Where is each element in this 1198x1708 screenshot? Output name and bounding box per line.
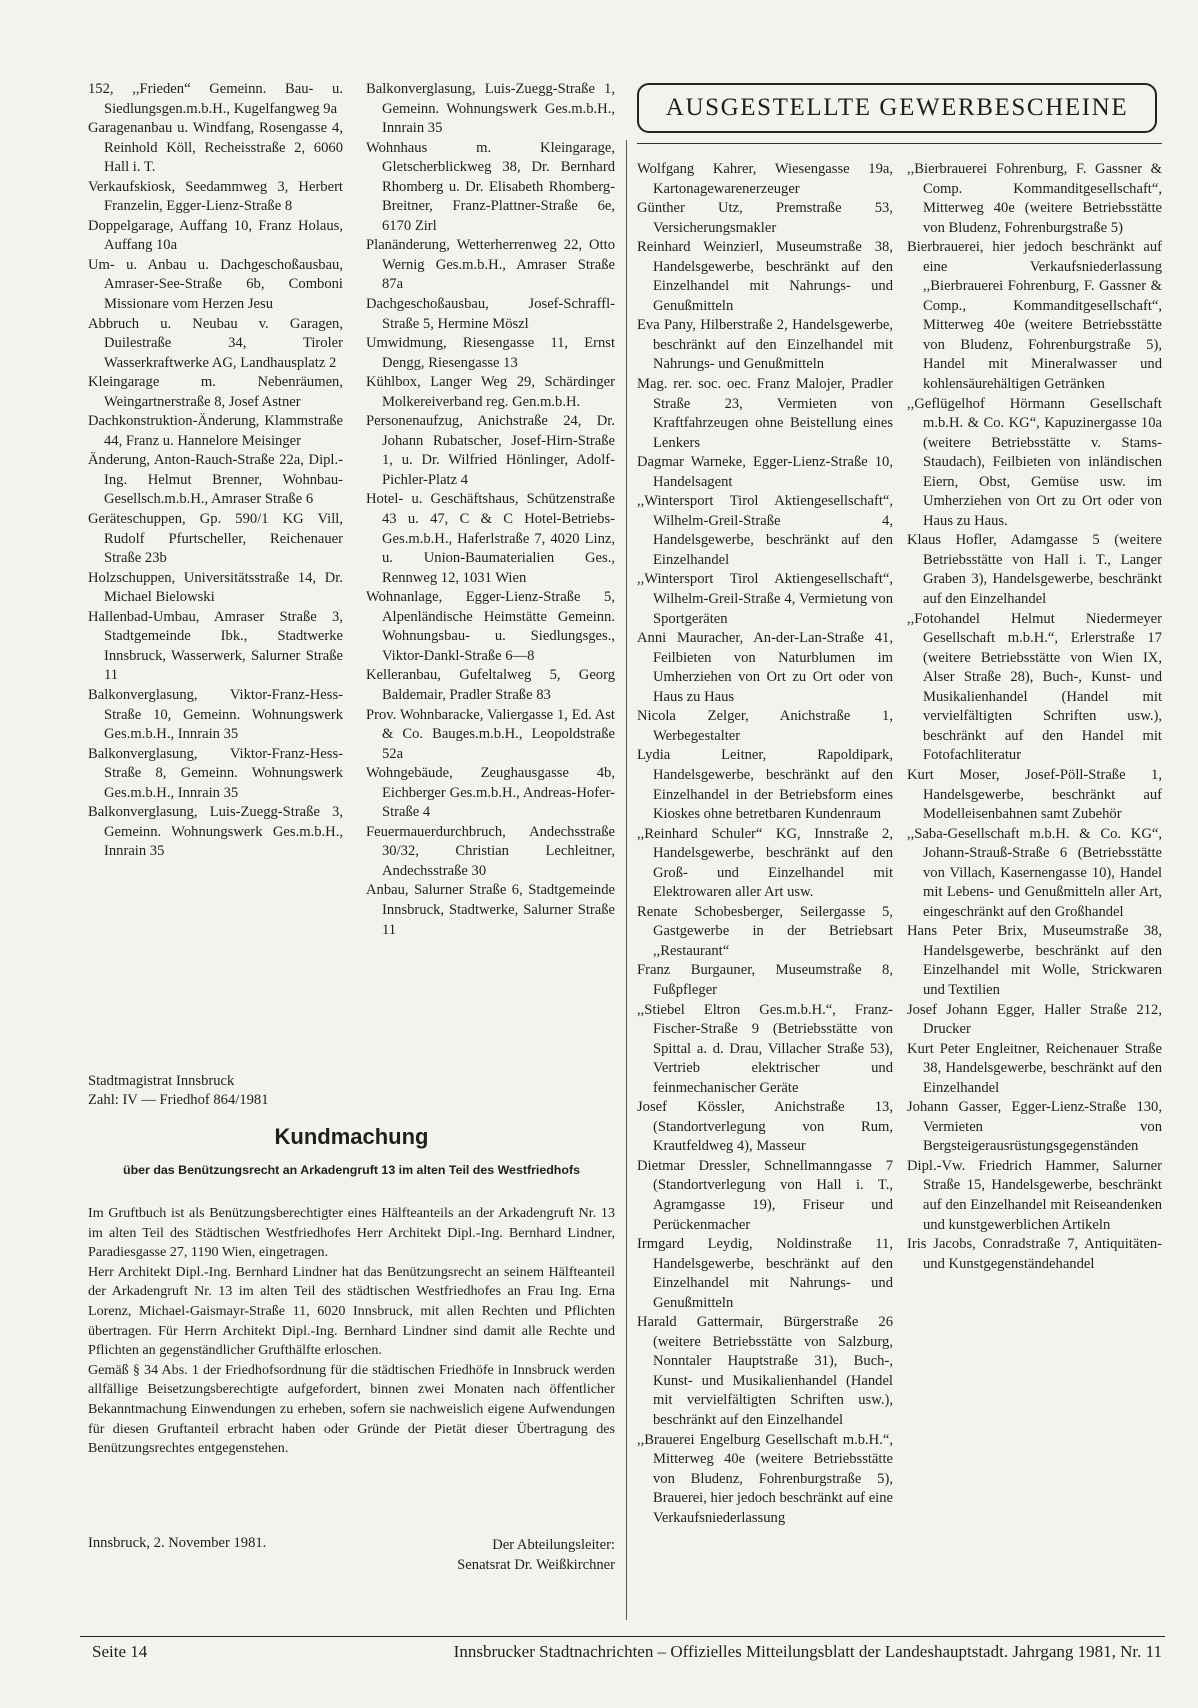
list-item: ,,Fotohandel Helmut Niedermeyer Gesellschaft m.b.H.“, Erlerstraße 17 (weitere Betriebsstätte von Wien IX, Alser Straße 28), Buch-, Kunst- und Musikalienhandel (Handel mit vervielfältigten Schriften usw.), beschränkt auf den Handel mit Fotofachliteratur [907,610,1162,764]
list-item: Eva Pany, Hilberstraße 2, Handelsgewerbe, beschränkt auf den Einzelhandel mit Nahrungs- und Genußmitteln [637,317,893,373]
list-item: Um- u. Anbau u. Dachgeschoßausbau, Amraser-See-Straße 6b, Comboni Missionare vom Herzen Jesu [88,256,343,313]
list-item: Harald Gattermair, Bürgerstraße 26 (weitere Betriebsstätte von Salzburg, Nonntaler Hauptstraße 31), Buch-, Kunst- und Musikalienhandel (Handel mit vervielfältigten Schriften usw.), beschränkt auf den Einzelhandel [637,1314,893,1428]
list-item: Josef Johann Egger, Haller Straße 212, Drucker [907,1001,1162,1038]
list-item: Balkonverglasung, Luis-Zuegg-Straße 1, Gemeinn. Wohnungswerk Ges.m.b.H., Innrain 35 [366,81,615,137]
list-item: Verkaufskiosk, Seedammweg 3, Herbert Franzelin, Egger-Lienz-Straße 8 [88,178,343,215]
list-item: Prov. Wohnbaracke, Valiergasse 1, Ed. Ast & Co. Bauges.m.b.H., Leopoldstraße 52a [366,706,615,762]
list-item: Günther Utz, Premstraße 53, Versicherungsmakler [637,200,893,236]
list-item: Doppelgarage, Auffang 10, Franz Holaus, Auffang 10a [88,217,343,254]
list-item: Lydia Leitner, Rapoldipark, Handelsgewerbe, beschränkt auf den Einzelhandel in der Betriebsform eines Kioskes ohne betretbaren Kundenraum [637,747,893,823]
file-number: Zahl: IV — Friedhof 864/1981 [88,1092,269,1108]
signer-title: Der Abteilungsleiter: [492,1537,615,1553]
list-item: Mag. rer. soc. oec. Franz Malojer, Pradler Straße 23, Vermieten von Kraftfahrzeugen ohne Beistellung eines Lenkers [637,376,893,451]
list-item: ,,Stiebel Eltron Ges.m.b.H.“, Franz-Fischer-Straße 9 (Betriebsstätte von Spittal a. d. Drau, Villacher Straße 53), Vertrieb elektrischer und feinmechanischer Geräte [637,1001,893,1096]
publication-line: Innsbrucker Stadtnachrichten – Offizielles Mitteilungsblatt der Landeshauptstadt. Jahrgang 1981, Nr. 11 [453,1642,1162,1661]
trade-licenses-column-2 [907,160,1162,1274]
list-item: Wohnhaus m. Kleingarage, Gletscherblickweg 38, Dr. Bernhard Rhomberg u. Dr. Elisabeth Rhomberg-Breitner, Franz-Plattner-Straße 6e, 6170 Zirl [366,139,615,234]
office-name: Stadtmagistrat Innsbruck [88,1073,235,1089]
section-rule [637,143,1162,144]
list-item: ,,Reinhard Schuler“ KG, Innstraße 2, Handelsgewerbe, beschränkt auf den Groß- und Einzelhandel mit Elektrowaren aller Art usw. [637,825,893,901]
list-item: ,,Wintersport Tirol Aktiengesellschaft“, Wilhelm-Greil-Straße 4, Handelsgewerbe, beschränkt auf den Einzelhandel [637,493,893,568]
list-item: Balkonverglasung, Viktor-Franz-Hess-Straße 8, Gemeinn. Wohnungswerk Ges.m.b.H., Innrain 35 [88,745,343,801]
list-item: ,,Wintersport Tirol Aktiengesellschaft“, Wilhelm-Greil-Straße 4, Vermietung von Sportgeräten [637,571,893,627]
signature-block [400,1535,615,1575]
list-item: Abbruch u. Neubau v. Garagen, Duilestraße 34, Tiroler Wasserkraftwerke AG, Landhausplatz 2 [88,315,343,371]
list-item: Feuermauerdurchbruch, Andechsstraße 30/32, Christian Lechleitner, Andechsstraße 30 [366,823,615,879]
list-item: Dagmar Warneke, Egger-Lienz-Straße 10, Handelsagent [637,454,893,490]
list-item: Hans Peter Brix, Museumstraße 38, Handelsgewerbe, beschränkt auf den Einzelhandel mit Wolle, Strickwaren und Textilien [907,923,1162,998]
list-item: Personenaufzug, Anichstraße 24, Dr. Johann Rubatscher, Josef-Hirn-Straße 1, u. Dr. Wilfried Hönlinger, Adolf-Pichler-Platz 4 [366,413,615,488]
list-item: Anni Mauracher, An-der-Lan-Straße 41, Feilbieten von Naturblumen im Umherziehen von Ort zu Ort oder von Haus zu Haus [637,630,893,705]
list-item: Garagenanbau u. Windfang, Rosengasse 4, Reinhold Köll, Recheisstraße 2, 6060 Hall i. T. [88,120,343,176]
list-item: Kelleranbau, Gufeltalweg 5, Georg Baldemair, Pradler Straße 83 [366,667,615,703]
list-item: 152, ,,Frieden“ Gemeinn. Bau- u. Siedlungsgen.m.b.H., Kugelfangweg 9a [88,81,343,117]
list-item: Geräteschuppen, Gp. 590/1 KG Vill, Rudolf Pfurtscheller, Reichenauer Straße 23b [88,511,343,567]
list-item: Wohngebäude, Zeughausgasse 4b, Eichberger Ges.m.b.H., Andreas-Hofer-Straße 4 [366,765,615,821]
list-item: Dachgeschoßausbau, Josef-Schraffl-Straße 5, Hermine Möszl [366,296,615,332]
list-item: Iris Jacobs, Conradstraße 7, Antiquitäten- und Kunstgegenständehandel [907,1236,1162,1272]
list-item: Klaus Hofler, Adamgasse 5 (weitere Betriebsstätte von Hall i. T., Langer Graben 3), Handelsgewerbe, beschränkt auf den Einzelhandel [907,532,1162,608]
list-item: Kleingarage m. Nebenräumen, Weingartnerstraße 8, Josef Astner [88,374,343,410]
list-item: Balkonverglasung, Viktor-Franz-Hess-Straße 10, Gemeinn. Wohnungswerk Ges.m.b.H., Innrain 35 [88,686,343,743]
list-item: Planänderung, Wetterherrenweg 22, Otto Wernig Ges.m.b.H., Amraser Straße 87a [366,237,615,293]
list-item: Kurt Peter Engleitner, Reichenauer Straße 38, Handelsgewerbe, beschränkt auf den Einzelhandel [907,1040,1162,1096]
list-item: Wohnanlage, Egger-Lienz-Straße 5, Alpenländische Heimstätte Gemeinn. Wohnungsbau- u. Siedlungsges., Viktor-Dankl-Straße 6—8 [366,589,615,664]
list-item: ,,Saba-Gesellschaft m.b.H. & Co. KG“, Johann-Strauß-Straße 6 (Betriebsstätte von Villach, Kasernengasse 10), Handel mit Lebens- und Genußmitteln aller Art, eingeschränkt auf den Großhandel [907,825,1162,920]
list-item: Reinhard Weinzierl, Museumstraße 38, Handelsgewerbe, beschränkt auf den Einzelhandel mit Nahrungs- und Genußmitteln [637,239,893,314]
place-date: Innsbruck, 2. November 1981. [88,1535,267,1551]
footer-rule [80,1636,1165,1637]
list-item: Irmgard Leydig, Noldinstraße 11, Handelsgewerbe, beschränkt auf den Einzelhandel mit Nahrungs- und Genußmitteln [637,1236,893,1311]
notice-paragraph: Gemäß § 34 Abs. 1 der Friedhofsordnung für die städtischen Friedhöfe in Innsbruck werden allfällige Beisetzungsberechtigte aufgefordert, binnen zwei Monaten nach öffentlicher Bekanntmachung Einwendungen zu erheben, sofern sie nachweislich eigene Aufwendungen für diesen Gruftanteil erbracht haben oder Gründe der Pietät dieser Übertragung des Benützungsrechtes entgegenstehen. [88,1361,615,1457]
list-item: Josef Kössler, Anichstraße 13, (Standortverlegung von Rum, Krautfeldweg 4), Masseur [637,1099,893,1155]
list-item: Dietmar Dressler, Schnellmanngasse 7 (Standortverlegung von Hall i. T., Agramgasse 19), Friseur und Perückenmacher [637,1157,893,1233]
list-item: Hotel- u. Geschäftshaus, Schützenstraße 43 u. 47, C & C Hotel-Betriebs-Ges.m.b.H., Haferlstraße 7, 4020 Linz, u. Union-Baumaterialien Ges., Rennweg 12, 1031 Wien [366,491,615,586]
list-item: ,,Geflügelhof Hörmann Gesellschaft m.b.H. & Co. KG“, Kapuzinergasse 10a (weitere Betriebsstätte v. Stams-Staudach), Feilbieten von inländischen Eiern, Obst, Gemüse usw. im Umherziehen von Ort zu Ort oder von Haus zu Haus. [907,395,1162,529]
office-reference [88,1072,269,1110]
page-number: Seite 14 [92,1642,148,1661]
list-item: Renate Schobesberger, Seilergasse 5, Gastgewerbe in der Betriebsart ,,Restaurant“ [637,903,893,959]
column-divider [626,140,627,1620]
list-item: Hallenbad-Umbau, Amraser Straße 3, Stadtgemeinde Ibk., Stadtwerke Innsbruck, Wasserwerk, Salurner Straße 11 [88,608,343,684]
list-item: Dipl.-Vw. Friedrich Hammer, Salurner Straße 15, Handelsgewerbe, beschränkt auf den Einzelhandel mit Reiseandenken und kunstgewerblichen Artikeln [907,1157,1162,1233]
section-title-gewerbescheine: AUSGESTELLTE GEWERBESCHEINE [637,83,1157,133]
notice-paragraph: Herr Architekt Dipl.-Ing. Bernhard Lindner hat das Benützungsrecht an seinem Hälfteanteil der Arkadengruft Nr. 13 im alten Teil des städtischen Westfriedhofes an Frau Ing. Erna Lorenz, Michael-Gaismayr-Straße 11, 6020 Innsbruck, mit allen Rechten und Pflichten übertragen. Für Herrn Architekt Dipl.-Ing. Bernhard Lindner sind damit alle Rechte und Pflichten an gegenständlicher Grufthälfte erloschen. [88,1263,615,1359]
notice-paragraph: Im Gruftbuch ist als Benützungsberechtigter eines Hälfteanteils an der Arkadengruft Nr. 13 im alten Teil des Städtischen Westfriedhofes Herr Architekt Dipl.-Ing. Bernhard Lindner, Paradiesgasse 27, 1190 Wien, eingetragen. [88,1205,615,1261]
list-item: Kühlbox, Langer Weg 29, Schärdinger Molkereiverband reg. Gen.m.b.H. [366,374,615,410]
list-item: Holzschuppen, Universitätsstraße 14, Dr. Michael Bielowski [88,569,343,606]
list-item: Kurt Moser, Josef-Pöll-Straße 1, Handelsgewerbe, beschränkt auf Modelleisenbahnen samt Zubehör [907,766,1162,823]
list-item: Umwidmung, Riesengasse 11, Ernst Dengg, Riesengasse 13 [366,335,615,371]
signer-name: Senatsrat Dr. Weißkirchner [457,1557,615,1573]
list-item: Änderung, Anton-Rauch-Straße 22a, Dipl.-Ing. Helmut Brenner, Wohnbau-Gesellsch.m.b.H., Amraser Straße 6 [88,452,343,508]
list-item: Nicola Zelger, Anichstraße 1, Werbegestalter [637,708,893,744]
notice-title: Kundmachung [274,1124,429,1149]
list-item: Johann Gasser, Egger-Lienz-Straße 130, Vermieten von Bergsteigerausrüstungsgegenständen [907,1099,1162,1155]
list-item: Bierbrauerei, hier jedoch beschränkt auf eine Verkaufsniederlassung ,,Bierbrauerei Fohrenburg, F. Gassner & Comp., Kommanditgesellschaft“, Mitterweg 40e (weitere Betriebsstätte von Bludenz, Fohrenburgstraße 5), Handel mit Mineralwasser und kohlensäurehältigen Getränken [907,239,1162,393]
trade-licenses-column-1 [637,160,893,1528]
list-item: Wolfgang Kahrer, Wiesengasse 19a, Kartonagewarenerzeuger [637,161,893,197]
list-item: Dachkonstruktion-Änderung, Klammstraße 44, Franz u. Hannelore Meisinger [88,413,343,449]
notice-body [88,1204,615,1459]
notice-subtitle: über das Benützungsrecht an Arkadengruft 13 im alten Teil des Westfriedhofs [123,1163,580,1177]
building-permits-column-1 [88,80,343,862]
list-item: Franz Burgauner, Museumstraße 8, Fußpfleger [637,962,893,998]
list-item: ,,Bierbrauerei Fohrenburg, F. Gassner & Comp. Kommanditgesellschaft“, Mitterweg 40e (weitere Betriebsstätte von Bludenz, Fohrenburgstraße 5) [907,161,1162,236]
building-permits-column-2 [366,80,615,940]
list-item: ,,Brauerei Engelburg Gesellschaft m.b.H.“, Mitterweg 40e (weitere Betriebsstätte von Bludenz, Fohrenburgstraße 5), Brauerei, hier jedoch beschränkt auf eine Verkaufsniederlassung [637,1431,893,1526]
list-item: Anbau, Salurner Straße 6, Stadtgemeinde Innsbruck, Stadtwerke, Salurner Straße 11 [366,882,615,938]
list-item: Balkonverglasung, Luis-Zuegg-Straße 3, Gemeinn. Wohnungswerk Ges.m.b.H., Innrain 35 [88,804,343,860]
